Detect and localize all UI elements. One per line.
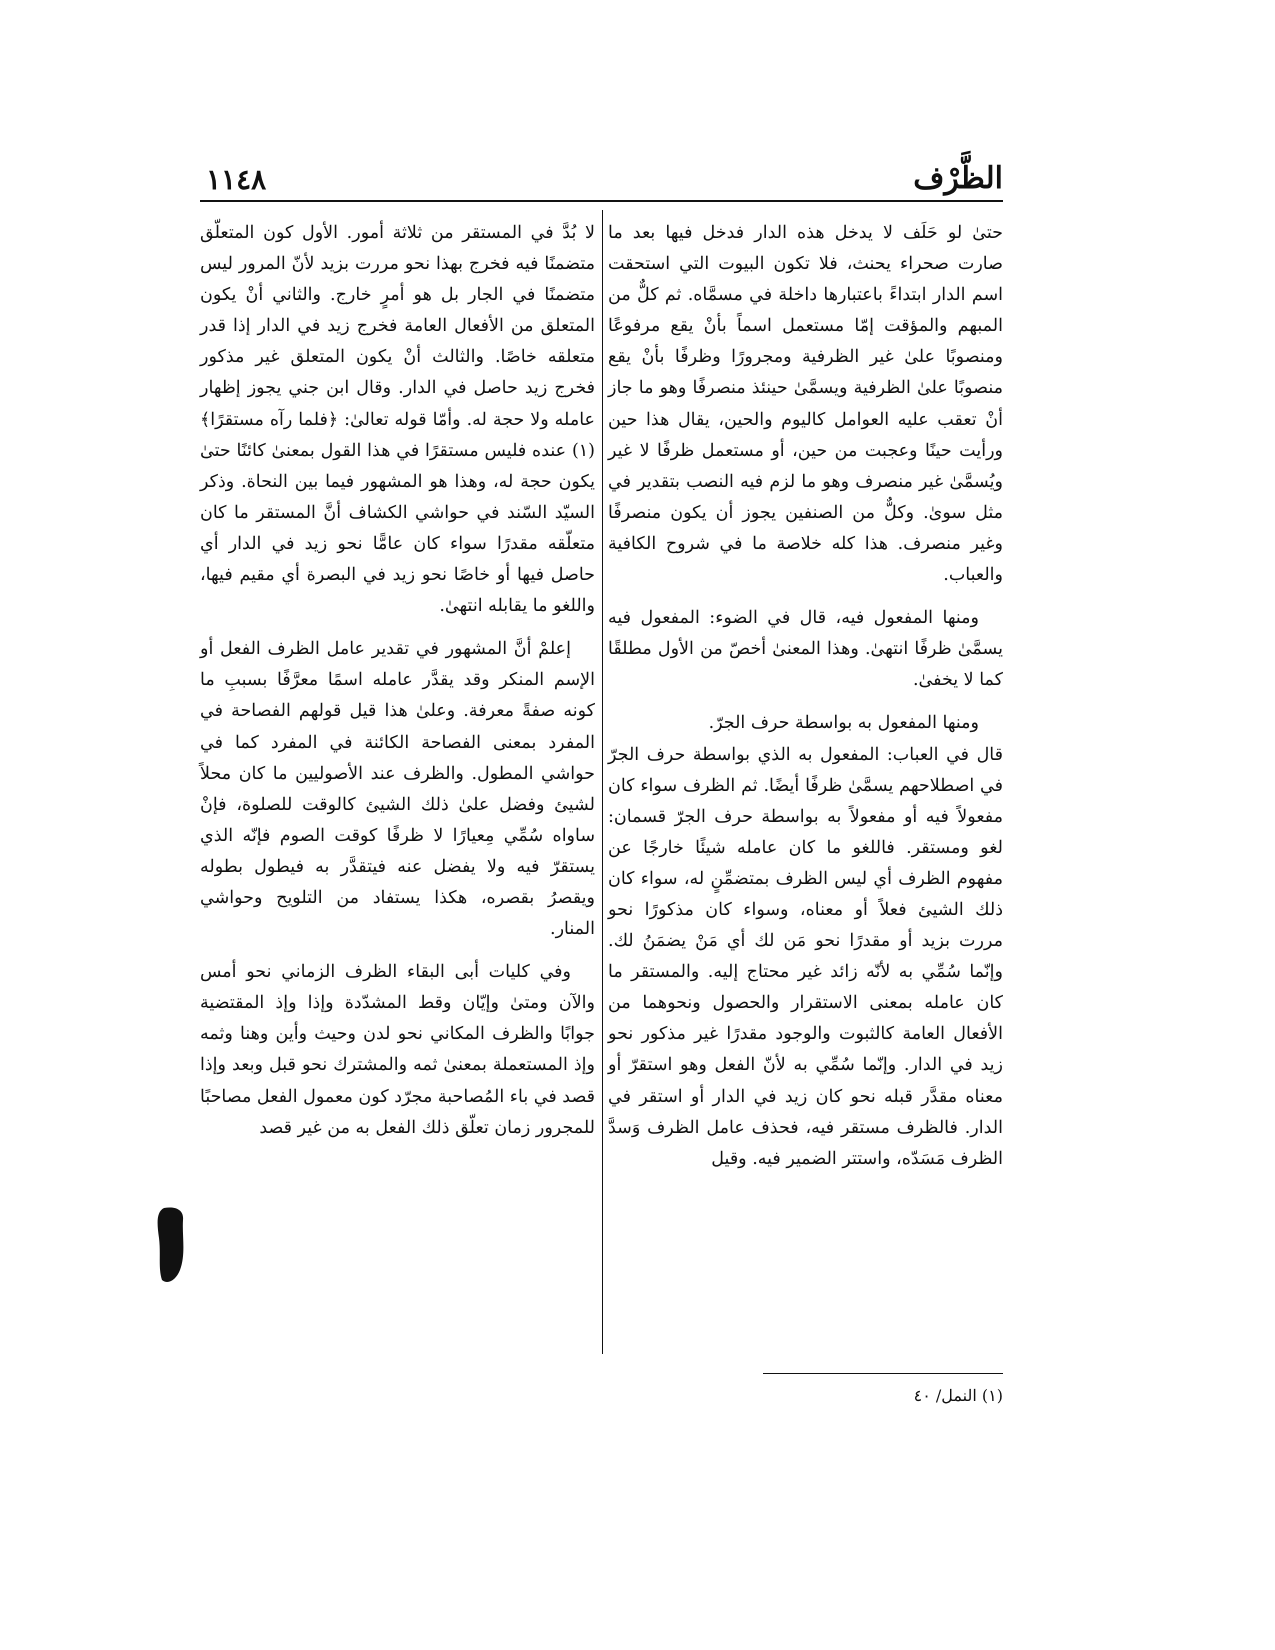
left-column bbox=[200, 218, 595, 1144]
paragraph: ومنها المفعول فيه، قال في الضوء: المفعول فيه يسمَّىٰ ظرفًا انتهىٰ. وهذا المعنىٰ أخصّ من الأول مطلقًا كما لا يخفىٰ. bbox=[608, 608, 1003, 691]
footnote: (١) النمل/ ٤٠ bbox=[913, 1386, 1003, 1405]
right-column bbox=[608, 218, 1003, 1175]
paragraph: قال في العباب: المفعول به الذي بواسطة حرف الجرّ في اصطلاحهم يسمَّىٰ ظرفًا أيضًا. ثم الظرف سواء كان مفعولاً فيه أو مفعولاً به بواسطة حرف الجرّ قسمان: لغو ومستقر. فاللغو ما كان عامله شيئًا خارجًا عن مفهوم الظرف أي ليس الظرف بمتضمِّنٍ له، سواء كان ذلك الشيئ فعلاً أو معناه، وسواء كان مذكورًا نحو مررت بزيد أو مقدرًا نحو مَن لك أي مَنْ يضمَنُ لك. وإنّما سُمِّي به لأنّه زائد غير محتاج إليه. والمستقر ما كان عامله بمعنى الاستقرار والحصول ونحوهما من الأفعال العامة كالثبوت والوجود مقدرًا غير مذكور نحو زيد في الدار. وإنّما سُمِّي به لأنّ الفعل وهو استقرّ أو معناه مقدَّر قبله نحو كان زيد في الدار أو استقر في الدار. فالظرف مستقر فيه، فحذف عامل الظرف وَسدَّ الظرف مَسَدّه، واستتر الضمير فيه. وقيل bbox=[608, 744, 1003, 1169]
header-rule bbox=[200, 200, 1003, 202]
paragraph: ومنها المفعول به بواسطة حرف الجرّ. bbox=[708, 713, 979, 734]
paragraph: لا بُدَّ في المستقر من ثلاثة أمور. الأول كون المتعلّق متضمنًا فيه فخرج بهذا نحو مررت بزيد لأنّ المرور ليس متضمنًا في الجار بل هو أمرٍ خارج. والثاني أنْ يكون المتعلق من الأفعال العامة فخرج زيد في الدار إذا قدر متعلقه خاصًا. والثالث أنْ يكون المتعلق غير مذكور فخرج زيد حاصل في الدار. وقال ابن جني يجوز إظهار عامله ولا حجة له. وأمّا قوله تعالىٰ: ﴿فلما رآه مستقرًا﴾(١) عنده فليس مستقرًا في هذا القول بمعنىٰ كائنًا حتىٰ يكون حجة له، وهذا هو المشهور فيما بين النحاة. وذكر السيّد السّند في حواشي الكشاف أنَّ المستقر ما كان متعلّقه مقدرًا سواء كان عامًّا نحو زيد في الدار أي حاصل فيها أو خاصًا نحو زيد في البصرة أي مقيم فيها، واللغو ما يقابله انتهىٰ. bbox=[200, 223, 595, 617]
column-divider bbox=[602, 210, 603, 1354]
paragraph: حتىٰ لو حَلَف لا يدخل هذه الدار فدخل فيها بعد ما صارت صحراء يحنث، فلا تكون البيوت التي استحقت اسم الدار ابتداءً باعتبارها داخلة في مسمَّاه. ثم كلٌّ من المبهم والمؤقت إمّا مستعمل اسماً بأنْ يقع مرفوعًا ومنصوبًا علىٰ غير الظرفية ومجرورًا وظرفًا بأنْ يقع منصوبًا علىٰ الظرفية ويسمَّىٰ حينئذ منصرفًا وهو ما جاز أنْ تعقب عليه العوامل كاليوم والحين، يقال هذا حين ورأيت حينًا وعجبت من حين، أو مستعمل ظرفًا لا غير ويُسمَّىٰ غير منصرف وهو ما لزم فيه النصب بتقدير في مثل سوىٰ. وكلٌّ من الصنفين يجوز أن يكون منصرفًا وغير منصرف. هذا كله خلاصة ما في شروح الكافية والعباب. bbox=[608, 223, 1003, 586]
paragraph: وفي كليات أبى البقاء الظرف الزماني نحو أمس والآن ومتىٰ وإيّان وقط المشدّدة وإذا وإذ المقتضية جوابًا والظرف المكاني نحو لدن وحيث وأين وهنا وثمه وإذ المستعملة بمعنىٰ ثمه والمشترك نحو قبل وبعد وإذا قصد في باء المُصاحبة مجرّد كون معمول الفعل مصاحبًا للمجرور زمان تعلّق ذلك الفعل به من غير قصد bbox=[200, 962, 595, 1138]
page-number: ١١٤٨ bbox=[206, 163, 267, 196]
paragraph: إعلمْ أنَّ المشهور في تقدير عامل الظرف الفعل أو الإسم المنكر وقد يقدَّر عامله اسمًا معرَّفًا بسببِ ما كونه صفةً معرفة. وعلىٰ هذا قيل قولهم الفصاحة في المفرد بمعنى الفصاحة الكائنة في المفرد كما في حواشي المطول. والظرف عند الأصوليين ما كان محلاً لشيئ وفضل علىٰ ذلك الشيئ كالوقت للصلوة، فإنْ ساواه سُمِّي مِعيارًا لا ظرفًا كوقت الصوم فإنّه الذي يستقرّ فيه ولا يفضل عنه فيتقدَّر به فيطول بطوله ويقصرُ بقصره، هكذا يستفاد من التلويح وحواشي المنار. bbox=[200, 639, 595, 940]
footnote-rule bbox=[763, 1373, 1003, 1374]
ink-blot-mark bbox=[156, 1206, 186, 1286]
page-header-title: الظَّرْف bbox=[913, 161, 1003, 196]
